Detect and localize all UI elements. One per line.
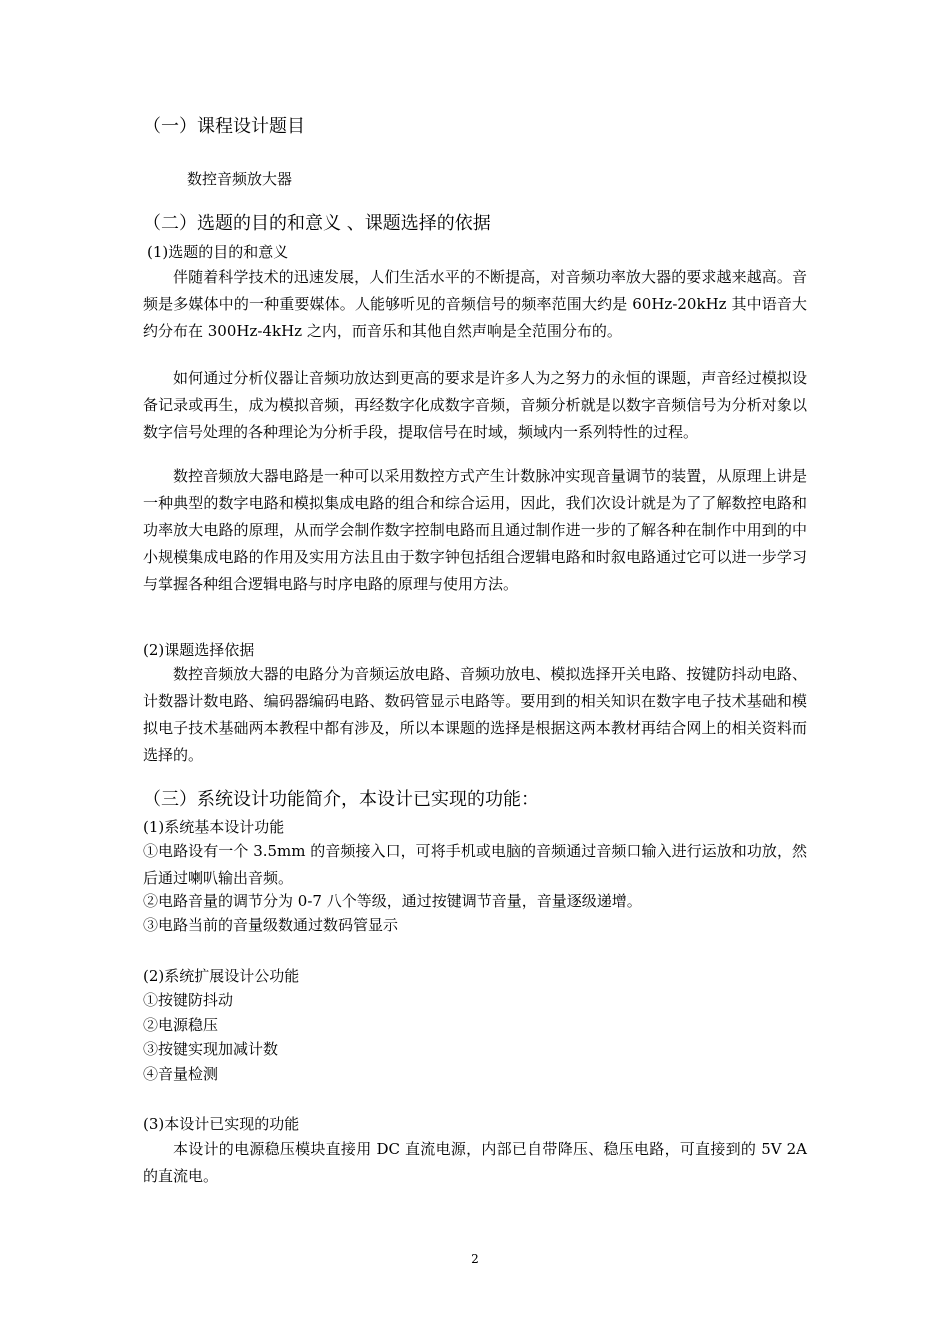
extension-item: ②电源稳压 xyxy=(143,1016,219,1034)
subsection-heading: (1)系统基本设计功能 xyxy=(143,818,285,836)
extension-item: ③按键实现加减计数 xyxy=(143,1040,279,1058)
paragraph: 本设计的电源稳压模块直接用 DC 直流电源，内部已自带降压、稳压电路，可直接到的 5V 2A 的直流电。 xyxy=(143,1140,807,1185)
paragraph: 数控音频放大器电路是一种可以采用数控方式产生计数脉冲实现音量调节的装置，从原理上讲是一种典型的数字电路和模拟集成电路的组合和综合运用，因此，我们次设计就是为了了解数控电路和功率放大电路的原理，从而学会制作数字控制电路而且通过制作进一步的了解各种在制作中用到的中小规模集成电路的作用及实用方法且由于数字钟包括组合逻辑电路和时叙电路通过它可以进一步学习与掌握各种组合逻辑电路与时序电路的原理与使用方法。 xyxy=(143,467,807,593)
paragraph: 伴随着科学技术的迅速发展，人们生活水平的不断提高，对音频功率放大器的要求越来越高。音频是多媒体中的一种重要媒体。人能够听见的音频信号的频率范围大约是 60Hz-20kHz 其中语音大约分布在 300Hz-4kHz 之内，而音乐和其他自然声响是全范围分布的。 xyxy=(143,268,807,340)
function-item: ③电路当前的音量级数通过数码管显示 xyxy=(143,916,399,934)
function-item: ②电路音量的调节分为 0-7 八个等级，通过按键调节音量，音量逐级递增。 xyxy=(143,892,642,910)
section-heading: （二）选题的目的和意义 、课题选择的依据 xyxy=(143,213,491,234)
subsection-heading: (2)系统扩展设计公功能 xyxy=(143,967,300,985)
page-number: 2 xyxy=(471,1252,479,1266)
paragraph: 如何通过分析仪器让音频功放达到更高的要求是许多人为之努力的永恒的课题，声音经过模拟设备记录或再生，成为模拟音频，再经数字化成数字音频，音频分析就是以数字音频信号为分析对象以数字信号处理的各种理论为分析手段，提取信号在时域，频域内一系列特性的过程。 xyxy=(143,369,807,441)
extension-item: ①按键防抖动 xyxy=(143,991,234,1009)
subsection-heading: (1)选题的目的和意义 xyxy=(147,243,289,261)
section-heading: （三）系统设计功能简介，本设计已实现的功能： xyxy=(143,789,539,810)
paragraph: 数控音频放大器的电路分为音频运放电路、音频功放电、模拟选择开关电路、按键防抖动电路、计数器计数电路、编码器编码电路、数码管显示电路等。要用到的相关知识在数字电子技术基础和模拟电子技术基础两本教程中都有涉及，所以本课题的选择是根据这两本教材再结合网上的相关资料而选择的。 xyxy=(143,665,807,764)
extension-item: ④音量检测 xyxy=(143,1065,219,1083)
section-heading: （一）课程设计题目 xyxy=(143,116,305,137)
course-title: 数控音频放大器 xyxy=(187,170,293,188)
subsection-heading: (2)课题选择依据 xyxy=(143,641,255,659)
subsection-heading: (3)本设计已实现的功能 xyxy=(143,1115,300,1133)
function-item: ①电路设有一个 3.5mm 的音频接入口，可将手机或电脑的音频通过音频口输入进行运放和功放，然后通过喇叭输出音频。 xyxy=(143,842,807,887)
